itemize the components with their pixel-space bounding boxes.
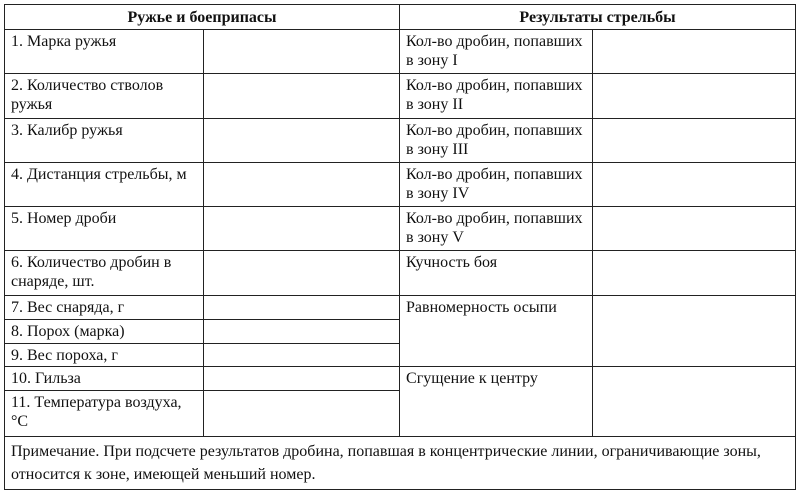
header-row [5, 5, 796, 30]
shot-number-label: 5. Номер дроби [5, 207, 204, 251]
table-row [5, 295, 796, 319]
zone-5-count-value[interactable] [593, 207, 796, 251]
charge-weight-label: 7. Вес снаряда, г [5, 295, 204, 319]
gauge-value[interactable] [204, 118, 400, 162]
table-row [5, 367, 796, 391]
table-row [5, 30, 796, 74]
powder-brand-value[interactable] [204, 319, 400, 343]
zone-2-count-value[interactable] [593, 74, 796, 118]
shooting-distance-value[interactable] [204, 162, 400, 206]
shot-number-value[interactable] [204, 207, 400, 251]
zone-4-count-label: Кол-во дробин, попавших в зону IV [400, 162, 593, 206]
zone-3-count-label: Кол-во дробин, попавших в зону III [400, 118, 593, 162]
powder-weight-label: 9. Вес пороха, г [5, 344, 204, 367]
center-concentration-label: Сгущение к центру [400, 367, 593, 436]
pellet-count-label: 6. Количество дробин в снаряде, шт. [5, 251, 204, 295]
table-row [5, 74, 796, 118]
barrel-count-value[interactable] [204, 74, 400, 118]
zone-4-count-value[interactable] [593, 162, 796, 206]
powder-weight-value[interactable] [204, 344, 400, 367]
powder-brand-label: 8. Порох (марка) [5, 319, 204, 343]
air-temperature-value[interactable] [204, 391, 400, 436]
note-row [5, 436, 796, 489]
gauge-label: 3. Калибр ружья [5, 118, 204, 162]
shooting-distance-label: 4. Дистанция стрельбы, м [5, 162, 204, 206]
zone-3-count-value[interactable] [593, 118, 796, 162]
zone-1-count-label: Кол-во дробин, попавших в зону I [400, 30, 593, 74]
gun-brand-label: 1. Марка ружья [5, 30, 204, 74]
shot-density-label: Кучность боя [400, 251, 593, 295]
table-row [5, 207, 796, 251]
spread-uniformity-value[interactable] [593, 295, 796, 366]
zone-1-count-value[interactable] [593, 30, 796, 74]
header-shooting-results: Результаты стрельбы [400, 5, 796, 30]
center-concentration-value[interactable] [593, 367, 796, 436]
gun-brand-value[interactable] [204, 30, 400, 74]
shell-value[interactable] [204, 367, 400, 391]
header-gun-and-ammo: Ружье и боеприпасы [5, 5, 400, 30]
table-row [5, 251, 796, 295]
shooting-results-table [4, 4, 796, 490]
zone-2-count-label: Кол-во дробин, попавших в зону II [400, 74, 593, 118]
table-row [5, 162, 796, 206]
shell-label: 10. Гильза [5, 367, 204, 391]
charge-weight-value[interactable] [204, 295, 400, 319]
shot-density-value[interactable] [593, 251, 796, 295]
pellet-count-value[interactable] [204, 251, 400, 295]
footnote: Примечание. При подсчете результатов дробина, попавшая в концентрические линии, ограничивающие зоны, относится к зоне, имеющей меньший номер. [5, 436, 796, 489]
spread-uniformity-label: Равномерность осыпи [400, 295, 593, 366]
table-row [5, 118, 796, 162]
barrel-count-label: 2. Количество стволов ружья [5, 74, 204, 118]
air-temperature-label: 11. Температура воздуха, °C [5, 391, 204, 436]
zone-5-count-label: Кол-во дробин, попавших в зону V [400, 207, 593, 251]
